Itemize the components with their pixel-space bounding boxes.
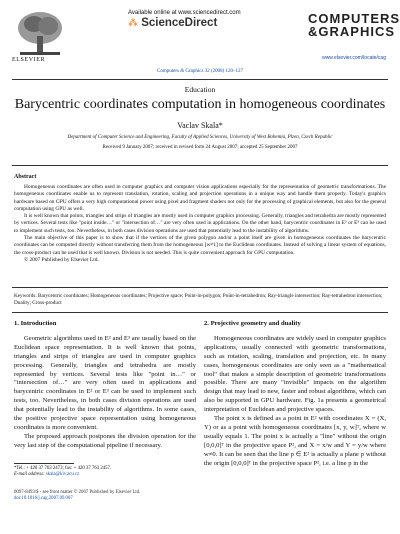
journal-logo-line2: &GRAPHICS (308, 24, 396, 39)
abstract-copyright: © 2007 Published by Elsevier Ltd. (24, 256, 99, 263)
right-column (204, 320, 386, 469)
available-online-text: Available online at www.sciencedirect.com (128, 10, 241, 16)
section2-heading: 2. Projective geometry and duality (204, 320, 301, 327)
bottom-info (14, 490, 140, 502)
left-column (14, 320, 196, 451)
journal-logo-line1: COMPUTERS (308, 11, 400, 26)
footnote-rule (14, 463, 74, 464)
abstract-paragraph: Homogeneous coordinates are often used in computer graphics and computer vision applications especially for the representation of geometric transformations. The homogeneous coordinates enable us to represent translation, rotation, scaling and projection operations in a unique way and handle them properly. Today's graphics hardware based on GPU offers a very high computational power using pixel and fragment shaders not only for the processing of graphical elements, but also for the general computation using GPU as well. (14, 184, 386, 212)
header-rule (12, 79, 388, 80)
journal-reference[interactable]: Computers & Graphics 32 (2008) 120–127 (157, 69, 243, 74)
journal-logo (308, 11, 400, 46)
section1-heading: 1. Introduction (14, 320, 57, 327)
keywords-bottom-rule (12, 312, 388, 313)
elsevier-tree-logo (12, 8, 68, 58)
author-email-link[interactable]: skala@kiv.zcu.cz (45, 472, 80, 478)
issn-line: 0097-8493/$ - see front matter © 2007 Published by Elsevier Ltd. (14, 490, 141, 495)
sciencedirect-logo-text: ScienceDirect (141, 17, 218, 29)
footnote-tel: *Tel.: + 420 37 763 2473; fax: + 420 37 763 2457. (14, 466, 112, 471)
article-dates: Received 9 January 2007; received in revised form 24 August 2007; accepted 25 September 2007 (102, 145, 298, 150)
body-paragraph: The proposed approach postpones the division operation for the very last step of the computational pipeline if necessary. (14, 432, 196, 449)
abstract-body (14, 184, 386, 264)
abstract-paragraph: It is well known that points, triangles and strips of triangles are mostly used in computer graphics processing. Generally, triangles and tetrahedra are mostly represented by vertices. Several tests like "point inside…" or "intersection of…" are very often used in applications. On the other hand, barycentric coordinates in E² or E³ can be used to implement such tests, too. Nevertheless, in both cases division operations are used that potentially lead to the instability of algorithms. (14, 213, 386, 234)
author-affiliation: Department of Computer Science and Engineering, Faculty of Applied Sciences, University of West Bohemia, Plzen, Czech Republic (67, 135, 333, 140)
body-paragraph: Geometric algorithms used in E² and E³ are usually based on the Euclidean space representation. It is well known that points, triangles and strips of triangles are used in computer graphics processing. Generally, triangles and tetrahedra are mostly represented by vertices. Several tests like "point in…" or "intersection of…" are very often used in applications and barycentric coordinates in E² or E³ can be used to implement such tests, too. Nevertheless, in both cases division operations are used that potentially lead to the instability of algorithms. In some cases, the positive projective space representation using homogeneous coordinates is more convenient. (14, 334, 196, 431)
abstract-heading: Abstract (14, 174, 37, 180)
body-paragraph: Homogeneous coordinates are widely used in computer graphics applications, usually connected with geometric transformations, such as rotation, scaling, translation and projection, etc. In many cases, homogeneous coordinates are only seen as a "mathematical tool" that makes a simple description of geometric transformations possible. There are many "invisible" impacts on the algorithm design that may lead to new, faster and robust algorithms, which can also be supported in GPU hardware. Fig. 1a presents a geometrical interpretation of Euclidean and projective spaces. (204, 334, 386, 414)
abstract-top-rule (12, 165, 388, 166)
journal-url-link[interactable]: www.elsevier.com/locate/cag (322, 55, 386, 61)
keywords-top-rule (12, 287, 388, 288)
sciencedirect-logo[interactable] (128, 17, 217, 29)
footnote (14, 466, 196, 478)
footnote-email-label: E-mail address: (14, 472, 45, 478)
footnote-email-line (14, 472, 196, 478)
keywords: Keywords: Barycentric coordinates; Homogeneous coordinates; Projective space; Point-in-polygon; Point-in-tetrahedron; Ray-triangle intersection; Ray-tetrahedron intersection; Duality; Cross-product (14, 293, 383, 306)
sciencedirect-dots-icon: ⁂ (128, 18, 138, 29)
doi-link[interactable]: doi:10.1016/j.cag.2007.09.007 (14, 496, 73, 502)
elsevier-wordmark: ELSEVIER (12, 57, 46, 63)
body-paragraph: The point x is defined as a point in E² with coordinates X = (X, Y) or as a point with homogeneous coordinates [x, y, w]ᵀ, where w usually equals 1. The point x is actually a "line" without the origin [0,0,0]ᵀ in the projective space P², and X = x/w and Y = y/w where w≠0. It can be seen that the line p ∈ E² is actually a plane p without the origin [0,0,0]ᵀ in the projective space P², i.e. a line p in the (204, 415, 386, 467)
abstract-paragraph: The main objective of this paper is to show that if the vertices of the given polygon and/or a point itself are given in homogeneous coordinates the barycentric coordinates can be computed directly without transferring them from the homogeneous [w≠1] to the Euclidean coordinates. Instead of solving a linear system of equations, the cross-product can be used that is well known. Division is not needed. This is quite convenient approach for GPU computation. (14, 235, 386, 256)
article-title: Barycentric coordinates computation in homogeneous coordinates (14, 97, 386, 112)
article-author[interactable]: Vaclav Skala* (177, 121, 223, 130)
article-section-label: Education (184, 85, 216, 94)
